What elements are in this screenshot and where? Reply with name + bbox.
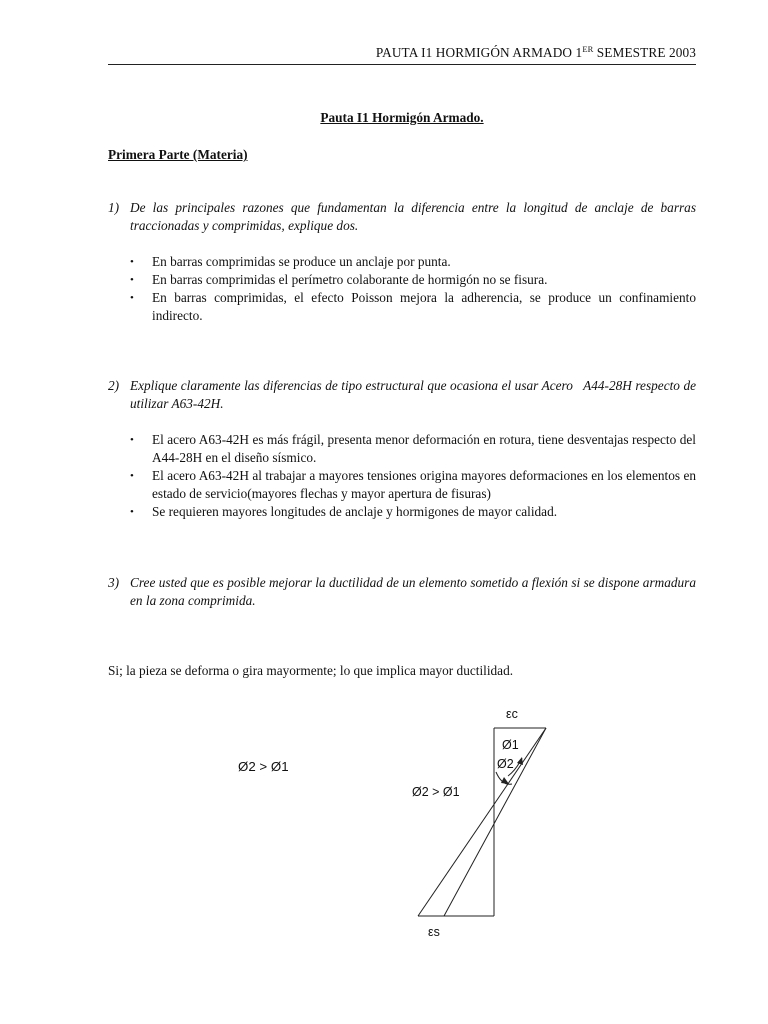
bullet-icon: • xyxy=(130,274,134,286)
epsilon-s-label: εs xyxy=(428,925,440,939)
question-number: 3) xyxy=(108,575,120,590)
answer-text: En barras comprimidas, el efecto Poisson mejora la adherencia, se produce un confinamiento indirecto. xyxy=(152,290,696,323)
phi2-label: Ø2 xyxy=(497,757,514,771)
phi-comparison-label: Ø2 > Ø1 xyxy=(238,759,289,774)
question-number: 1) xyxy=(108,200,120,215)
answer-text: Se requieren mayores longitudes de anclaje y hormigones de mayor calidad. xyxy=(152,504,558,519)
header-superscript: ER xyxy=(582,44,594,54)
phi1-label: Ø1 xyxy=(502,738,519,752)
header-text-end: SEMESTRE 2003 xyxy=(593,45,696,60)
bullet-icon: • xyxy=(130,434,134,446)
phi-comparison-diagram-label: Ø2 > Ø1 xyxy=(412,785,460,799)
bullet-icon: • xyxy=(130,292,134,304)
answer-text: El acero A63-42H al trabajar a mayores tensiones origina mayores deformaciones en los elementos en estado de servicio(mayores flechas y mayor apertura de fisuras) xyxy=(152,468,696,501)
question-text: De las principales razones que fundamentan la diferencia entre la longitud de anclaje de barras traccionadas y comprimidas, explique dos. xyxy=(130,200,696,233)
epsilon-c-label: εc xyxy=(506,707,518,721)
question-number: 2) xyxy=(108,378,120,393)
section-title: Primera Parte (Materia) xyxy=(108,147,248,162)
bullet-icon: • xyxy=(130,256,134,268)
strain-line-1 xyxy=(418,728,546,916)
answer-3-text: Si; la pieza se deforma o gira mayormente; lo que implica mayor ductilidad. xyxy=(108,663,514,678)
answer-text: En barras comprimidas se produce un anclaje por punta. xyxy=(152,254,451,269)
bullet-icon: • xyxy=(130,506,134,518)
arrow-head-icon xyxy=(517,757,523,765)
header-text: PAUTA I1 HORMIGÓN ARMADO 1 xyxy=(375,45,583,60)
answer-text: El acero A63-42H es más frágil, presenta menor deformación en rotura, tiene desventajas respecto del A44-28H en el diseño sísmico. xyxy=(152,432,696,465)
question-text: Cree usted que es posible mejorar la ductilidad de un elemento sometido a flexión si se dispone armadura en la zona comprimida. xyxy=(130,575,696,608)
strain-line-2 xyxy=(444,728,546,916)
page-title: Pauta I1 Hormigón Armado. xyxy=(320,110,484,125)
arrow-head-icon xyxy=(501,777,509,784)
bullet-icon: • xyxy=(130,470,134,482)
answer-text: En barras comprimidas el perímetro colaborante de hormigón no se fisura. xyxy=(152,272,548,287)
question-text: Explique claramente las diferencias de tipo estructural que ocasiona el usar Acero A44-28H respecto de utilizar A63-42H. xyxy=(130,378,700,411)
